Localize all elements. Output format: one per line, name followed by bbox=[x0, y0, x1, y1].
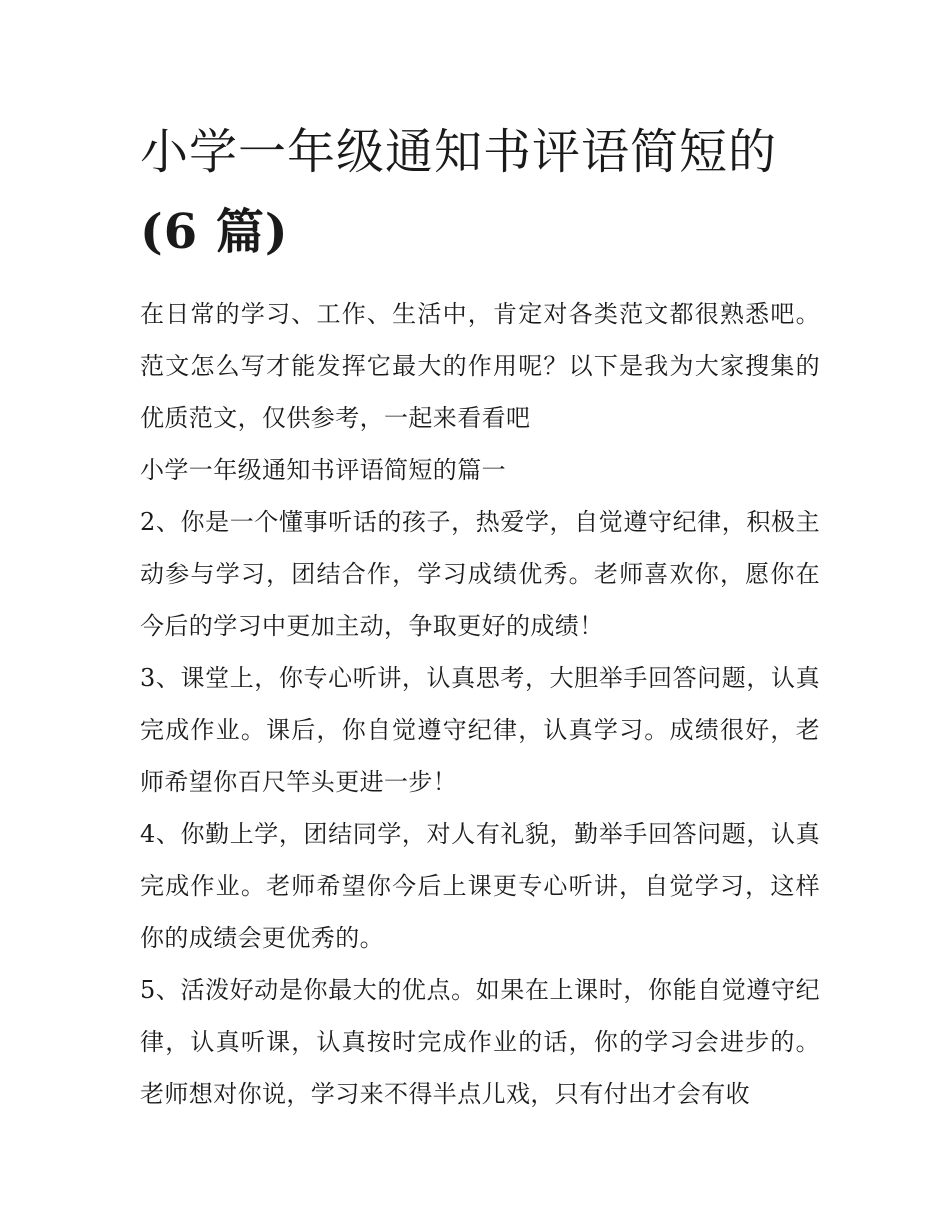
comment-item-3: 3、课堂上，你专心听讲，认真思考，大胆举手回答问题，认真完成作业。课后，你自觉遵守纪律，认真学习。成绩很好，老师希望你百尺竿头更进一步！ bbox=[140, 664, 820, 796]
document-body bbox=[140, 288, 820, 1120]
title-line-1: 小学一年级通知书评语简短的 bbox=[140, 124, 778, 180]
section-heading: 小学一年级通知书评语简短的篇一 bbox=[140, 456, 506, 484]
intro-paragraph: 在日常的学习、工作、生活中，肯定对各类范文都很熟悉吧。范文怎么写才能发挥它最大的作用呢？以下是我为大家搜集的优质范文，仅供参考，一起来看看吧 bbox=[140, 300, 820, 432]
comment-item-4: 4、你勤上学，团结同学，对人有礼貌，勤举手回答问题，认真完成作业。老师希望你今后上课更专心听讲，自觉学习，这样你的成绩会更优秀的。 bbox=[140, 820, 820, 952]
comment-item-2: 2、你是一个懂事听话的孩子，热爱学，自觉遵守纪律，积极主动参与学习，团结合作，学习成绩优秀。老师喜欢你，愿你在今后的学习中更加主动，争取更好的成绩！ bbox=[140, 508, 820, 640]
document-page bbox=[140, 112, 820, 1120]
document-title bbox=[140, 112, 820, 272]
comment-item-5: 5、活泼好动是你最大的优点。如果在上课时，你能自觉遵守纪律，认真听课，认真按时完成作业的话，你的学习会进步的。老师想对你说，学习来不得半点儿戏，只有付出才会有收 bbox=[140, 976, 820, 1108]
title-line-2: (6 篇) bbox=[140, 204, 289, 260]
